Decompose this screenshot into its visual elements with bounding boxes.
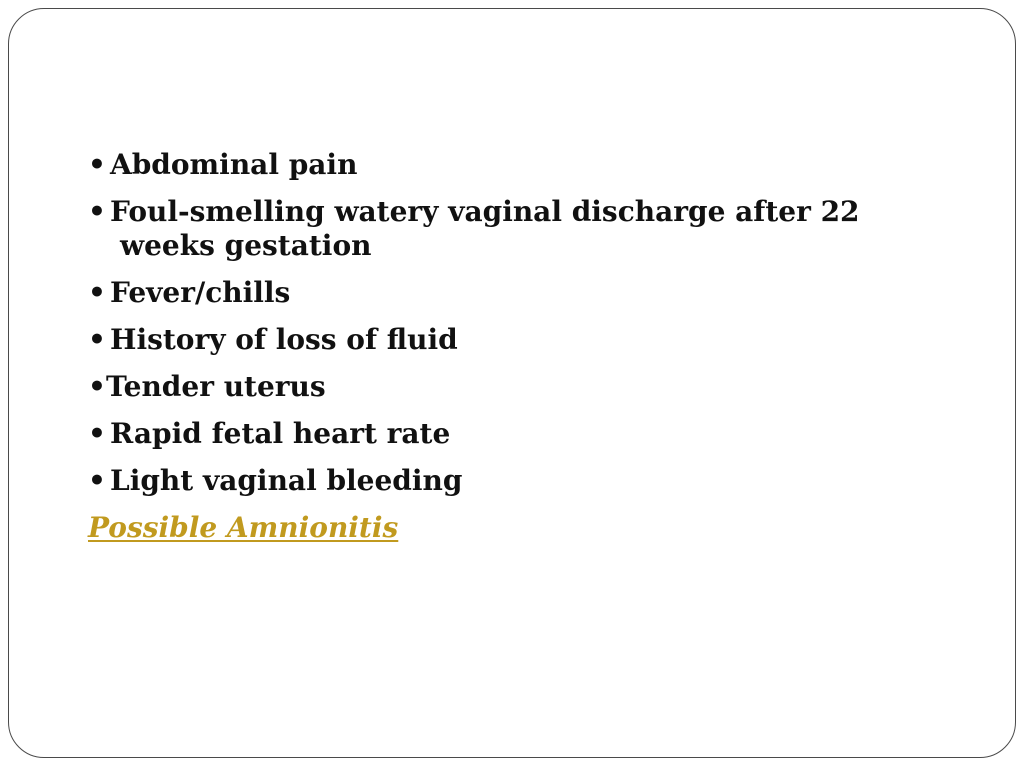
list-item-abdominal-pain <box>88 148 948 182</box>
list-item-text: Foul-smelling watery vaginal discharge after 22 <box>110 195 860 228</box>
list-item-fever <box>88 276 948 310</box>
bullet-icon: • <box>88 417 106 450</box>
list-item-continuation: weeks gestation <box>120 229 372 262</box>
list-item-fetal-heart-rate <box>88 417 948 451</box>
bullet-icon: • <box>88 464 106 497</box>
list-item-text: Fever/chills <box>110 276 291 309</box>
list-item-text: Abdominal pain <box>110 148 358 181</box>
list-item-text: Tender uterus <box>106 370 326 403</box>
list-item-fluid-loss <box>88 323 948 357</box>
bullet-icon: • <box>88 276 106 309</box>
bullet-icon: • <box>88 148 106 181</box>
list-item-discharge <box>88 195 948 263</box>
symptom-list <box>88 148 948 498</box>
list-item-text: Rapid fetal heart rate <box>110 417 451 450</box>
list-item-tender-uterus <box>88 370 948 404</box>
list-item-text: History of loss of fluid <box>110 323 458 356</box>
bullet-icon: • <box>88 323 106 356</box>
list-item-bleeding <box>88 464 948 498</box>
conclusion-link[interactable]: Possible Amnionitis <box>88 511 399 544</box>
bullet-icon: • <box>88 370 106 403</box>
bullet-icon: • <box>88 195 106 228</box>
slide-content <box>88 148 948 545</box>
list-item-text: Light vaginal bleeding <box>110 464 463 497</box>
